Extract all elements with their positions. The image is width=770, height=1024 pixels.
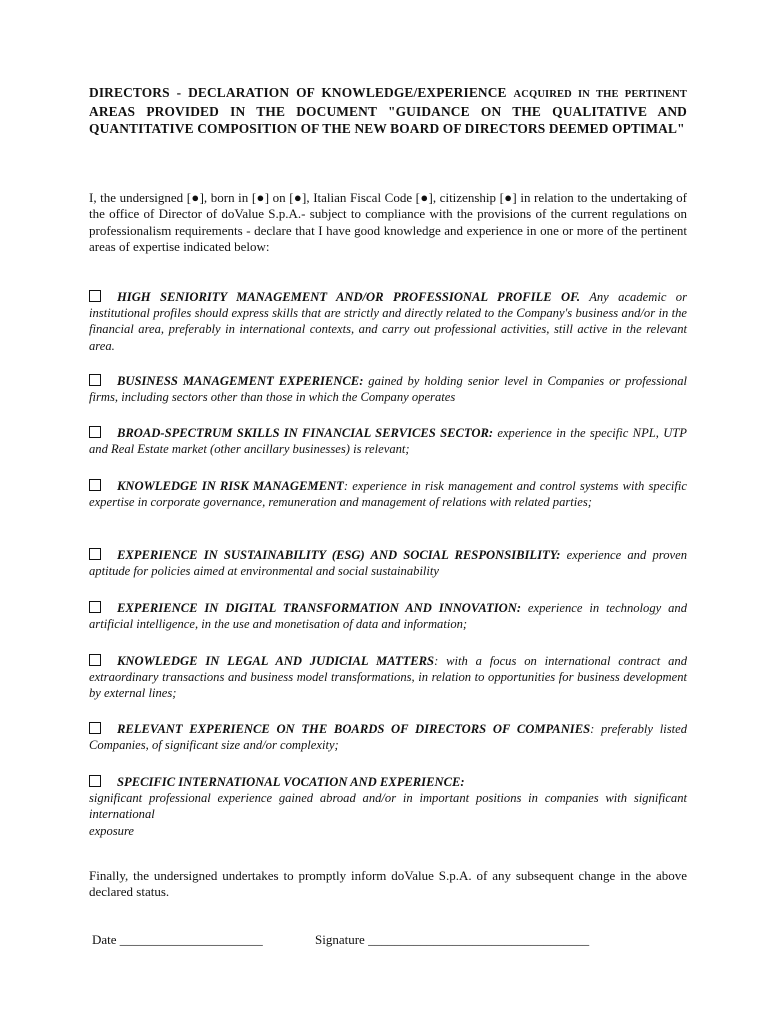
closing-paragraph: Finally, the undersigned undertakes to promptly inform doValue S.p.A. of any subsequent change in the above declared status. bbox=[89, 868, 687, 900]
title-main: DIRECTORS - DECLARATION OF KNOWLEDGE/EXPERIENCE bbox=[89, 85, 507, 100]
checkbox[interactable] bbox=[89, 426, 101, 438]
item-desc: experience in technology and artificial intelligence, in the use and monetisation of data and information; bbox=[89, 601, 687, 632]
item-desc-continued: exposure bbox=[89, 823, 134, 838]
item-desc: gained by holding senior level in Companies or professional firms, including sectors other than those in which the Company operates bbox=[89, 374, 687, 405]
item-desc: experience in the specific NPL, UTP and Real Estate market (other ancillary businesses) is relevant; bbox=[89, 426, 688, 457]
item-boards-experience bbox=[89, 721, 687, 753]
date-field[interactable]: Date ______________________ bbox=[92, 932, 263, 947]
intro-paragraph: I, the undersigned [●], born in [●] on [●], Italian Fiscal Code [●], citizenship [●] in relation to the undertaking of the office of Director of doValue S.p.A.- subject to compliance with the provisions of the current regulations on professionalism requirements - declare that I have good knowledge and experience in one or more of the pertinent areas of expertise indicated below: bbox=[89, 190, 687, 255]
item-head: BUSINESS MANAGEMENT EXPERIENCE: bbox=[117, 374, 364, 388]
item-head: RELEVANT EXPERIENCE ON THE BOARDS OF DIRECTORS OF COMPANIES bbox=[117, 722, 591, 736]
checkbox[interactable] bbox=[89, 601, 101, 613]
checkbox[interactable] bbox=[89, 290, 101, 302]
item-desc: : with a focus on international contract and extraordinary transactions and business model transformations, in relation to opportunities for business development by external lines; bbox=[89, 654, 687, 701]
item-desc: : experience in risk management and control systems with specific expertise in corporate governance, remuneration and management of relations with related parties; bbox=[89, 479, 687, 510]
item-head: SPECIFIC INTERNATIONAL VOCATION AND EXPERIENCE: bbox=[117, 775, 465, 789]
checkbox[interactable] bbox=[89, 548, 101, 560]
item-sustainability bbox=[89, 547, 687, 579]
signature-field[interactable]: Signature __________________________________ bbox=[315, 932, 590, 947]
item-head: EXPERIENCE IN DIGITAL TRANSFORMATION AND INNOVATION: bbox=[117, 601, 522, 615]
item-desc: significant professional experience gained abroad and/or in important positions in companies with significant international bbox=[89, 791, 687, 822]
title-rest: AREAS PROVIDED IN THE DOCUMENT "GUIDANCE ON THE QUALITATIVE AND QUANTITATIVE COMPOSITION OF THE NEW BOARD OF DIRECTORS DEEMED OPTIMAL" bbox=[89, 104, 687, 137]
checkbox[interactable] bbox=[89, 722, 101, 734]
checkbox[interactable] bbox=[89, 374, 101, 386]
document-title bbox=[89, 84, 687, 138]
item-desc: : preferably listed Companies, of significant size and/or complexity; bbox=[89, 722, 687, 753]
item-financial-services bbox=[89, 425, 687, 457]
checkbox[interactable] bbox=[89, 775, 101, 787]
item-high-seniority bbox=[89, 289, 687, 354]
item-head: EXPERIENCE IN SUSTAINABILITY (ESG) AND SOCIAL RESPONSIBILITY: bbox=[117, 548, 561, 562]
item-head: KNOWLEDGE IN LEGAL AND JUDICIAL MATTERS bbox=[117, 654, 435, 668]
item-desc: experience and proven aptitude for policies aimed at environmental and social sustainability bbox=[89, 548, 687, 579]
item-head: HIGH SENIORITY MANAGEMENT AND/OR PROFESSIONAL PROFILE OF. bbox=[117, 290, 581, 304]
title-small: ACQUIRED IN THE PERTINENT bbox=[513, 89, 688, 100]
item-business-management bbox=[89, 373, 687, 405]
item-risk-management bbox=[89, 478, 687, 510]
item-legal-judicial bbox=[89, 653, 687, 702]
item-international-vocation bbox=[89, 774, 687, 839]
checkbox[interactable] bbox=[89, 479, 101, 491]
item-head: BROAD-SPECTRUM SKILLS IN FINANCIAL SERVICES SECTOR: bbox=[117, 426, 494, 440]
item-desc: Any academic or institutional profiles should express skills that are strictly and directly related to the Company's business and/or in the financial area, preferably in international contexts, and carry out professional activities, still active in the relevant area. bbox=[89, 290, 687, 353]
item-digital-transformation bbox=[89, 600, 687, 632]
item-head: KNOWLEDGE IN RISK MANAGEMENT bbox=[117, 479, 344, 493]
checkbox[interactable] bbox=[89, 654, 101, 666]
